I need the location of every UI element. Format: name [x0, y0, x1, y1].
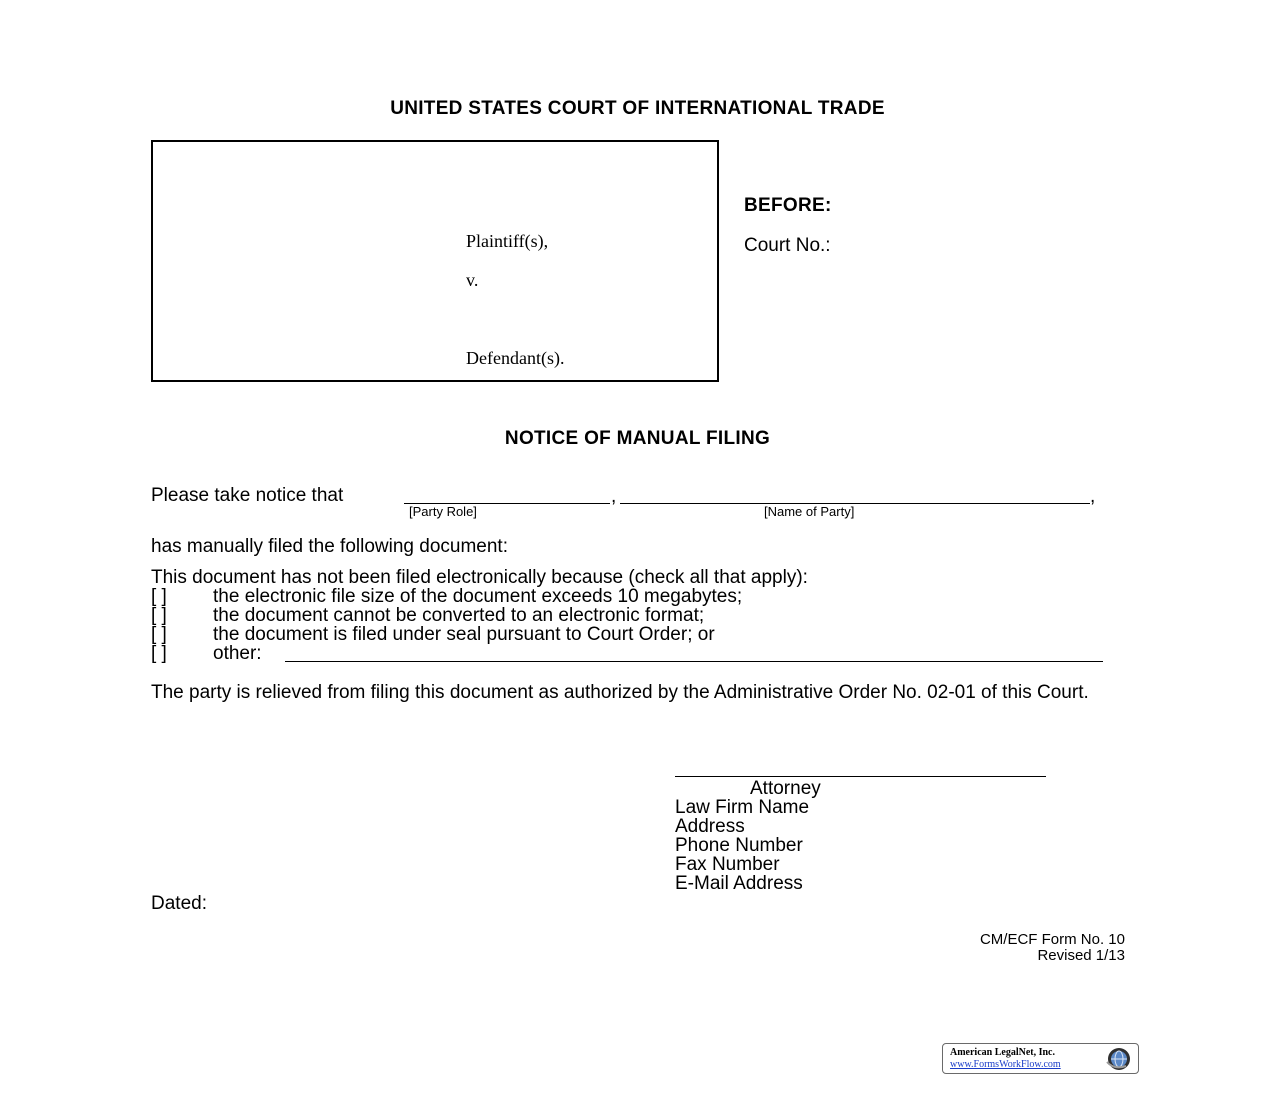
reason-option-label: other: [213, 643, 262, 664]
relief-statement: The party is relieved from filing this document as authorized by the Administrative Order No. 02-01 of this Court. [151, 682, 1089, 703]
signature-fax: Fax Number [675, 854, 780, 875]
signature-phone: Phone Number [675, 835, 803, 856]
comma: , [611, 486, 617, 507]
party-name-field[interactable] [620, 503, 1090, 504]
party-name-caption: [Name of Party] [764, 504, 855, 519]
other-reason-field[interactable] [285, 661, 1103, 662]
checkbox[interactable]: [ ] [151, 624, 167, 645]
party-role-caption: [Party Role] [409, 504, 477, 519]
court-title: UNITED STATES COURT OF INTERNATIONAL TRADE [390, 98, 885, 119]
plaintiff-label: Plaintiff(s), [466, 231, 549, 251]
reason-option-file-size [151, 587, 742, 606]
notice-lead-text: Please take notice that [151, 485, 344, 506]
court-number-label: Court No.: [744, 235, 831, 256]
before-label: BEFORE: [744, 195, 832, 216]
reason-option-other [151, 644, 262, 663]
versus-label: v. [466, 270, 479, 290]
defendant-label: Defendant(s). [466, 348, 565, 368]
revision-date: Revised 1/13 [1037, 947, 1125, 964]
publisher-name: American LegalNet, Inc. [950, 1047, 1055, 1058]
publisher-link[interactable]: www.FormsWorkFlow.com [950, 1059, 1061, 1070]
reason-option-label: the electronic file size of the document exceeds 10 megabytes; [213, 586, 743, 607]
dated-label: Dated: [151, 893, 207, 914]
reason-option-cannot-convert [151, 606, 704, 625]
reason-option-label: the document cannot be converted to an electronic format; [213, 605, 705, 626]
publisher-badge[interactable] [942, 1043, 1139, 1074]
signature-law-firm: Law Firm Name [675, 797, 810, 818]
filed-document-line: has manually filed the following document: [151, 536, 508, 557]
signature-address: Address [675, 816, 745, 837]
globe-icon [1104, 1046, 1132, 1072]
checkbox[interactable]: [ ] [151, 605, 167, 626]
comma: , [1090, 486, 1096, 507]
notice-title: NOTICE OF MANUAL FILING [504, 428, 771, 449]
case-caption-box [151, 140, 719, 382]
reason-option-label: the document is filed under seal pursuant to Court Order; or [213, 624, 715, 645]
signature-attorney: Attorney [750, 778, 821, 799]
checkbox[interactable]: [ ] [151, 586, 167, 607]
reason-option-under-seal [151, 625, 715, 644]
form-number: CM/ECF Form No. 10 [979, 931, 1125, 948]
reason-intro: This document has not been filed electronically because (check all that apply): [151, 567, 808, 588]
signature-line[interactable] [675, 776, 1046, 777]
checkbox[interactable]: [ ] [151, 643, 167, 664]
signature-email: E-Mail Address [675, 873, 803, 894]
